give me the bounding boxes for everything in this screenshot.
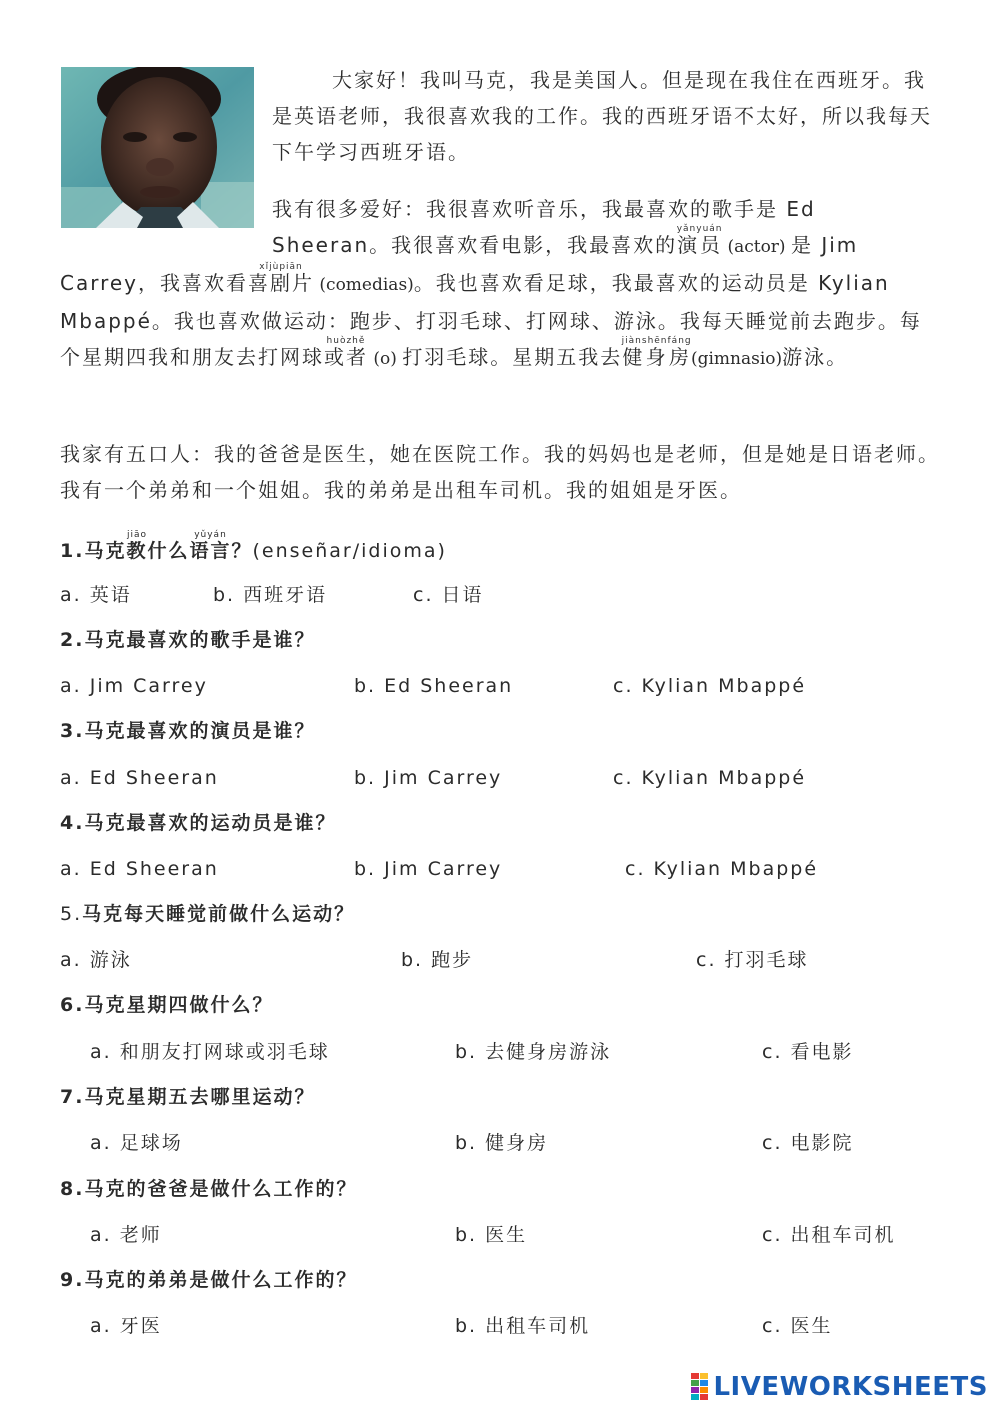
- q3-option-c[interactable]: c. Kylian Mbappé: [613, 767, 807, 789]
- question-1: [60, 530, 447, 565]
- spanish-o: (o): [368, 349, 403, 369]
- q7-option-a[interactable]: a. 足球场: [90, 1132, 183, 1154]
- q3-option-a[interactable]: a. Ed Sheeran: [60, 767, 219, 789]
- question-5: [60, 900, 355, 928]
- intro-paragraph-3: 我家有五口人：我的爸爸是医生，她在医院工作。我的妈妈也是老师，但是她是日语老师。我有一个弟弟和一个姐姐。我的弟弟是出租车司机。我的姐姐是牙医。: [60, 442, 940, 502]
- word-or: 或者huòzhě: [324, 336, 368, 369]
- q1-text-start: 1.马克: [60, 540, 127, 562]
- q5-option-b[interactable]: b. 跑步: [401, 949, 474, 971]
- intro-paragraph-2: [60, 191, 940, 377]
- spanish-actor: (actor): [722, 237, 791, 257]
- q1-hint: (enseñar/idioma): [252, 540, 447, 562]
- q9-option-b[interactable]: b. 出租车司机: [455, 1315, 591, 1337]
- question-6: 6.马克星期四做什么？: [60, 994, 274, 1016]
- q1-option-a[interactable]: a. 英语: [60, 584, 132, 606]
- q1-text-end: ？: [231, 540, 253, 562]
- q6-option-c[interactable]: c. 看电影: [762, 1041, 854, 1063]
- q5-number: 5.: [60, 903, 83, 925]
- q8-option-c[interactable]: c. 出租车司机: [762, 1224, 896, 1246]
- spanish-comedias: (comedias): [314, 275, 414, 295]
- q4-option-c[interactable]: c. Kylian Mbappé: [625, 858, 819, 880]
- q1-text-mid: 什么: [147, 540, 190, 562]
- q4-option-a[interactable]: a. Ed Sheeran: [60, 858, 219, 880]
- question-7: 7.马克星期五去哪里运动？: [60, 1086, 316, 1108]
- word-gym: 健身房jiànshēnfáng: [621, 336, 692, 369]
- q5-text: 马克每天睡觉前做什么运动？: [82, 903, 356, 925]
- paragraph-2-text-d: 打羽毛球。星期五我去: [402, 345, 623, 369]
- q1-option-b[interactable]: b. 西班牙语: [213, 584, 328, 606]
- liveworksheets-logo-icon: [691, 1373, 711, 1401]
- word-comedy: 喜剧片xǐjùpiān: [248, 262, 315, 295]
- q9-option-c[interactable]: c. 医生: [762, 1315, 833, 1337]
- word-language: 语言yǔyán: [189, 530, 232, 562]
- paragraph-2-text-c: 。我也喜欢看足球，我最喜欢的运动员是 Kylian Mbappé。我也喜欢做运动：跑步、打羽毛球、打网球、游泳。我每天睡觉前去跑步。每个星期四我和朋友去打网球: [60, 271, 922, 369]
- liveworksheets-logo: [691, 1372, 988, 1402]
- intro-paragraph-1: 大家好！我叫马克，我是美国人。但是现在我住在西班牙。我是英语老师，我很喜欢我的工作。我的西班牙语不太好，所以我每天下午学习西班牙语。: [272, 68, 932, 164]
- q8-option-a[interactable]: a. 老师: [90, 1224, 162, 1246]
- word-actor: 演员yǎnyuán: [676, 224, 723, 257]
- q7-option-b[interactable]: b. 健身房: [455, 1132, 549, 1154]
- q2-option-b[interactable]: b. Ed Sheeran: [354, 675, 514, 697]
- question-3: 3.马克最喜欢的演员是谁？: [60, 720, 316, 742]
- question-4: 4.马克最喜欢的运动员是谁？: [60, 812, 337, 834]
- paragraph-2-text-e: 游泳。: [782, 345, 849, 369]
- q9-option-a[interactable]: a. 牙医: [90, 1315, 162, 1337]
- q8-option-b[interactable]: b. 医生: [455, 1224, 528, 1246]
- paragraph-2-text-b: 是 Jim Carrey，我喜欢看: [60, 233, 859, 295]
- question-2: 2.马克最喜欢的歌手是谁？: [60, 629, 316, 651]
- q7-option-c[interactable]: c. 电影院: [762, 1132, 854, 1154]
- question-8: 8.马克的爸爸是做什么工作的？: [60, 1178, 358, 1200]
- q6-option-a[interactable]: a. 和朋友打网球或羽毛球: [90, 1041, 330, 1063]
- q5-option-c[interactable]: c. 打羽毛球: [696, 949, 809, 971]
- paragraph-2-indent: [60, 191, 272, 257]
- q4-option-b[interactable]: b. Jim Carrey: [354, 858, 503, 880]
- word-teach: 教jiāo: [126, 530, 148, 562]
- q2-option-a[interactable]: a. Jim Carrey: [60, 675, 208, 697]
- question-9: 9.马克的弟弟是做什么工作的？: [60, 1269, 358, 1291]
- q3-option-b[interactable]: b. Jim Carrey: [354, 767, 503, 789]
- q5-option-a[interactable]: a. 游泳: [60, 949, 132, 971]
- q2-option-c[interactable]: c. Kylian Mbappé: [613, 675, 807, 697]
- q1-option-c[interactable]: c. 日语: [413, 584, 484, 606]
- q6-option-b[interactable]: b. 去健身房游泳: [455, 1041, 612, 1063]
- logo-text: LIVEWORKSHEETS: [713, 1372, 988, 1402]
- spanish-gimnasio: (gimnasio): [690, 349, 783, 369]
- paragraph-2-text-a: 我有很多爱好：我很喜欢听音乐，我最喜欢的歌手是 Ed Sheeran。我很喜欢看电影，我最喜欢的: [272, 197, 816, 257]
